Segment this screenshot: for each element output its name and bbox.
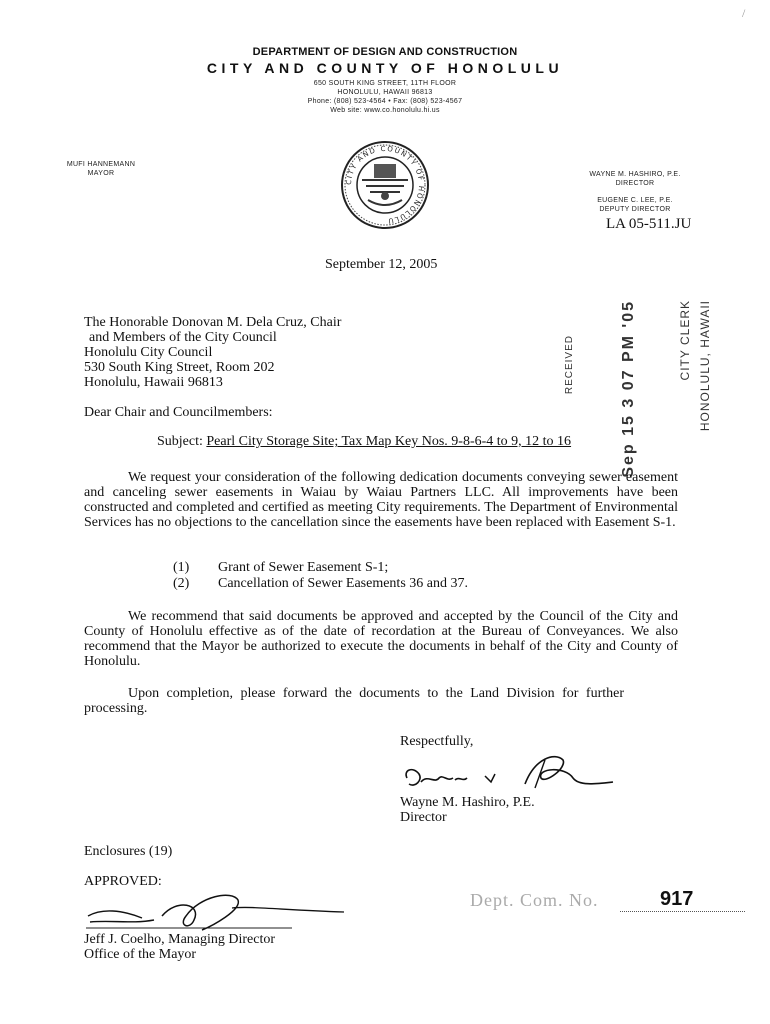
addressee-line: Honolulu, Hawaii 96813 [84,375,223,390]
phone-fax: Phone: (808) 523-4564 • Fax: (808) 523-4567 [307,98,463,105]
city-seal-icon [340,140,430,230]
body-paragraph: We request your consideration of the following dedication documents conveying sewer easement and canceling sewer easements in Waiau by Waiau Partners LLC. All improvements have been constructed and completed and certified as meeting City requirements. The Department of Environmental Services has no objections to the cancellation since the easements have been replaced with Easement S-1. [84,470,678,530]
approver-name: Jeff J. Coelho, Managing Director [84,932,276,947]
city-name: CITY AND COUNTY OF HONOLULU [206,60,564,76]
addressee-line: Honolulu City Council [84,345,213,360]
item-text: Grant of Sewer Easement S-1; [218,560,389,575]
dept-com-label: Dept. Com. No. [470,890,599,910]
subject-text: Pearl City Storage Site; Tax Map Key Nos. 9-8-6-4 to 9, 12 to 16 [206,434,572,449]
director-signature-icon [395,748,620,798]
subject-label: Subject: [157,434,203,449]
date-received-stamp: Sep 15 3 07 PM '05 [620,300,637,478]
approver-signature-icon [82,886,352,936]
item-number: (1) [173,560,190,575]
dept-com-stamp [470,888,750,918]
addressee-line: The Honorable Donovan M. Dela Cruz, Chair [84,315,342,330]
dept-com-number: 917 [660,888,694,910]
deputy-title: DEPUTY DIRECTOR [599,206,671,213]
letter-date: September 12, 2005 [325,257,438,272]
department-name: DEPARTMENT OF DESIGN AND CONSTRUCTION [252,46,518,58]
enclosures: Enclosures (19) [84,844,173,859]
mayor-title: MAYOR [87,170,115,177]
item-text: Cancellation of Sewer Easements 36 and 37. [218,576,468,591]
address-line-1: 650 SOUTH KING STREET, 11TH FLOOR [313,80,457,87]
body-paragraph: We recommend that said documents be approved and accepted by the Council of the City and County of Honolulu effective as of the date of recordation at the Bureau of Conveyances. We also recommend that the Mayor be authorized to execute the documents in behalf of the City and County of Honolulu. [84,609,678,669]
subject-line [157,434,571,449]
address-line-2: HONOLULU, HAWAII 96813 [337,89,433,96]
received-stamp: RECEIVED [564,335,575,395]
city-stamp: HONOLULU, HAWAII [698,300,712,432]
deputy-name: EUGENE C. LEE, P.E. [597,197,673,204]
website: Web site: www.co.honolulu.hi.us [330,107,440,114]
city-clerk-stamp: CITY CLERK [678,300,692,381]
approver-office: Office of the Mayor [84,947,197,962]
signer-title: Director [400,810,447,825]
addressee-line: and Members of the City Council [89,330,277,345]
page-mark: / [742,6,746,20]
signer-name: Wayne M. Hashiro, P.E. [400,795,535,810]
addressee-line: 530 South King Street, Room 202 [84,360,275,375]
reference-number: LA 05-511.JU [606,216,692,232]
mayor-name: MUFI HANNEMANN [66,161,136,168]
body-paragraph: Upon completion, please forward the documents to the Land Division for further processing. [84,686,624,716]
approved-label: APPROVED: [84,874,162,889]
director-title: DIRECTOR [615,180,655,187]
item-number: (2) [173,576,190,591]
salutation: Dear Chair and Councilmembers: [84,405,273,420]
dept-com-underline [620,911,745,912]
director-name: WAYNE M. HASHIRO, P.E. [589,171,681,178]
seal-text: CITY AND COUNTY OF HONOLULU [344,144,426,226]
closing: Respectfully, [400,734,474,749]
